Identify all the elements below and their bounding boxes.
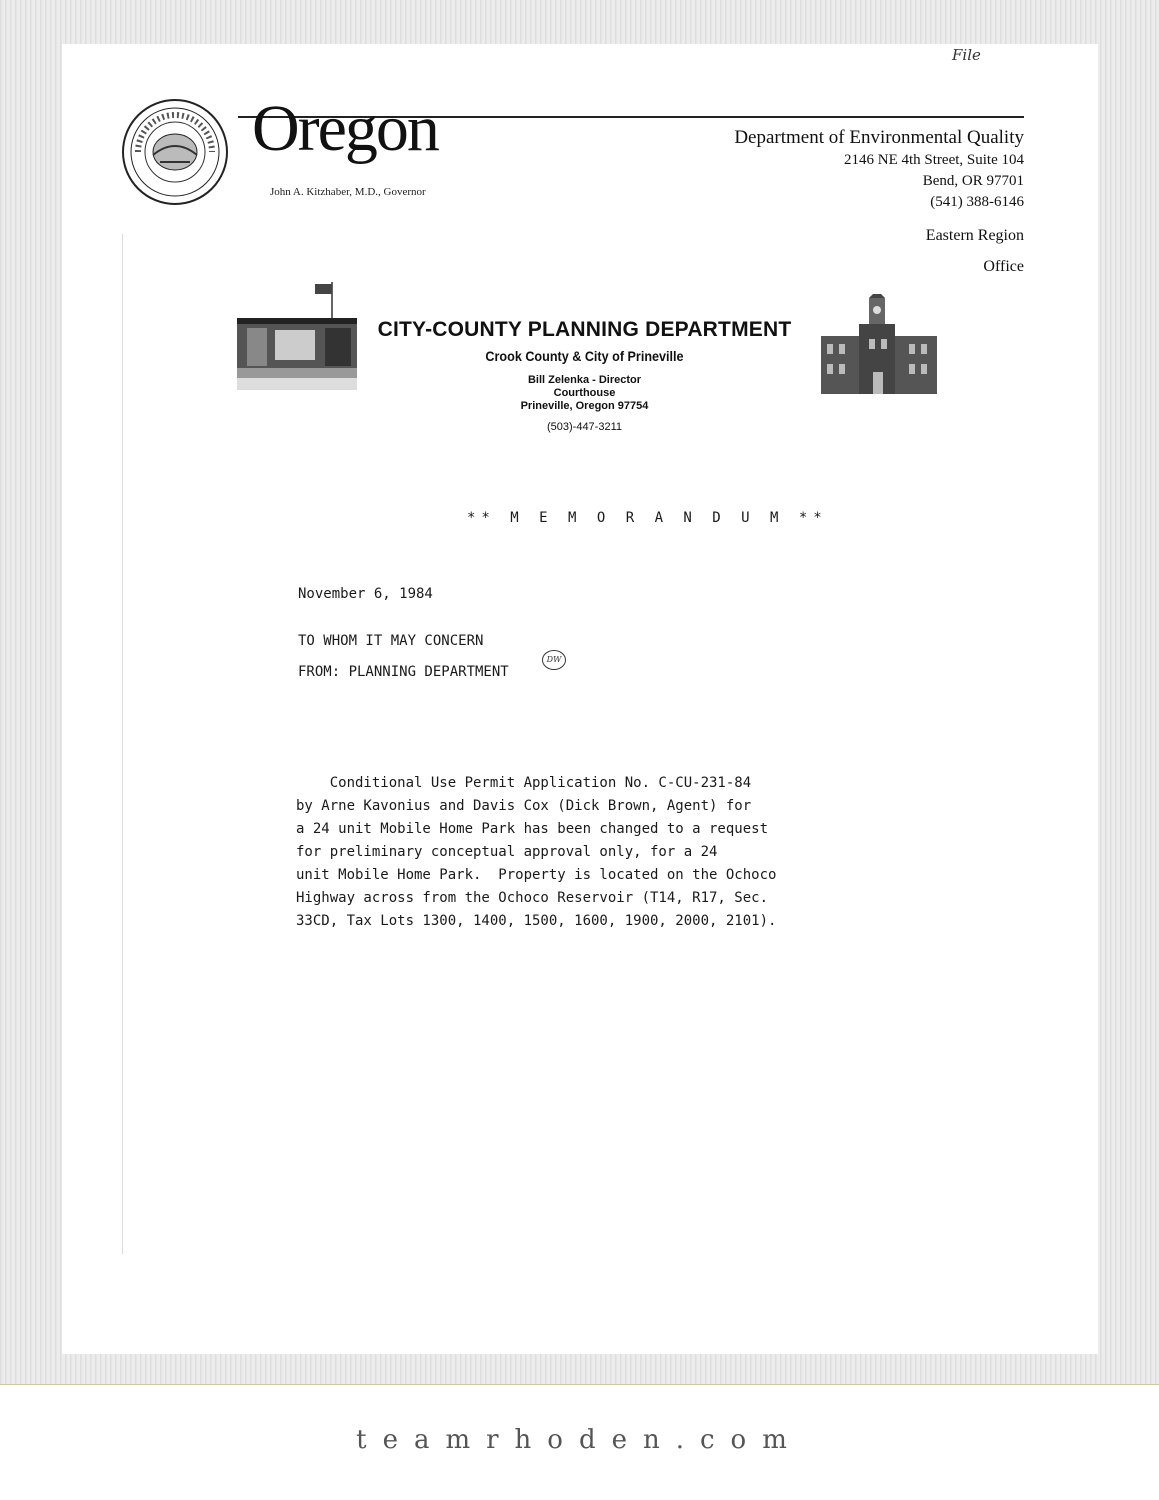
street-address: 2146 NE 4th Street, Suite 104 (844, 152, 1024, 168)
scan-edge-marks (122, 234, 125, 1254)
department-name: Department of Environmental Quality (734, 127, 1024, 148)
handwritten-initials: DW (542, 650, 566, 670)
courthouse-photo (819, 294, 939, 399)
oregon-state-seal (120, 97, 230, 207)
planning-city: Prineville, Oregon 97754 (520, 400, 649, 412)
document-page (62, 44, 1098, 1354)
region-line-2: Office (983, 258, 1024, 275)
deq-phone: (541) 388-6146 (930, 194, 1024, 210)
memo-to: TO WHOM IT MAY CONCERN (298, 633, 484, 649)
city-state-zip: Bend, OR 97701 (922, 173, 1024, 189)
handwritten-file-note: File (952, 46, 981, 64)
planning-subtitle: Crook County & City of Prineville (485, 348, 684, 364)
planning-department-header (362, 318, 807, 433)
planning-title: CITY-COUNTY PLANNING DEPARTMENT (377, 318, 792, 341)
planning-director: Bill Zelenka - Director (527, 374, 642, 386)
planning-building: Courthouse (553, 387, 616, 399)
oregon-wordmark: Oregon (252, 92, 438, 165)
memo-title: ** M E M O R A N D U M ** (467, 510, 828, 526)
memo-body: Conditional Use Permit Application No. C-CU-231-84 by Arne Kavonius and Davis Cox (Dick Brown, Agent) for a 24 unit Mobile Home Park has been changed to a request for preliminary conceptual approval only, for a 24 unit Mobile Home Park. Property is located on the Ochoco Highway across from the Ochoco Reservoir (T14, R17, Sec. 33CD, Tax Lots 1300, 1400, 1500, 1600, 1900, 2000, 2101). (296, 775, 777, 929)
region-line-1: Eastern Region (925, 227, 1024, 244)
planning-phone: (503)-447-3211 (546, 421, 622, 433)
memo-date: November 6, 1984 (298, 586, 433, 602)
region-block (926, 220, 1024, 282)
deq-address-block (734, 126, 1024, 213)
city-hall-photo (237, 280, 357, 395)
memo-from: FROM: PLANNING DEPARTMENT (298, 664, 509, 680)
governor-line: John A. Kitzhaber, M.D., Governor (270, 186, 426, 198)
footer-site-link[interactable]: teamrhoden.com (356, 1425, 803, 1455)
